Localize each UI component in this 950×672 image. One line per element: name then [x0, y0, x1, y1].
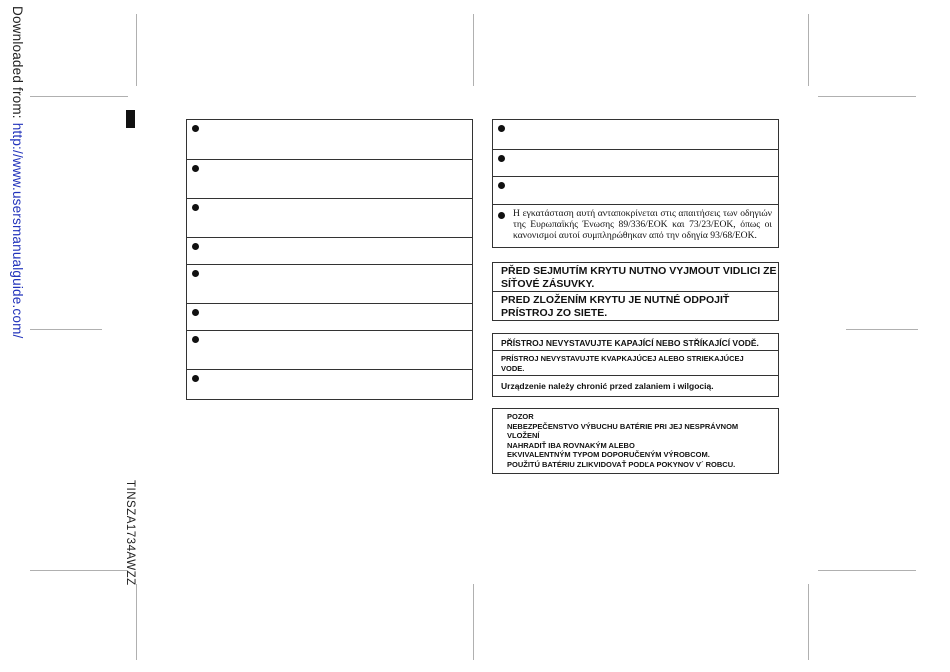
battery-warning-line: POZOR	[507, 412, 534, 421]
crop-mark	[136, 584, 137, 660]
battery-warning-line: NEBEZPEČENSTVO VÝBUCHU BATÉRIE PRI JEJ NESPRÁVNOM	[507, 421, 739, 431]
battery-warning-line: VLOŽENÍ	[507, 431, 540, 440]
crop-mark	[30, 329, 102, 330]
list-item	[187, 331, 472, 370]
water-warning-czech	[493, 334, 778, 351]
battery-warning-line: NAHRADIŤ IBA ROVNAKÝM ALEBO	[507, 440, 635, 450]
list-item	[493, 120, 778, 150]
battery-warning	[493, 409, 778, 473]
download-watermark	[10, 6, 25, 338]
crop-mark	[808, 14, 809, 86]
plug-warning-czech	[493, 263, 778, 292]
crop-mark	[473, 14, 474, 86]
list-item	[493, 150, 778, 177]
bullet-icon	[498, 125, 505, 132]
plug-warning-slovak-line: PRÍSTROJ ZO SIETE.	[501, 307, 608, 319]
list-item	[187, 304, 472, 331]
list-item	[187, 120, 472, 160]
list-item	[187, 370, 472, 397]
water-warning-slovak	[493, 351, 778, 376]
list-item	[187, 160, 472, 199]
crop-mark	[846, 329, 918, 330]
plug-warning-box	[492, 262, 779, 321]
list-item	[187, 238, 472, 265]
crop-mark	[30, 96, 128, 97]
watermark-prefix: Downloaded from:	[10, 6, 25, 123]
crop-mark	[473, 584, 474, 660]
list-item	[493, 177, 778, 205]
bullet-icon	[192, 336, 199, 343]
crop-mark	[136, 14, 137, 86]
crop-mark	[818, 96, 916, 97]
page-tab-marker	[126, 110, 135, 128]
bullet-icon	[192, 204, 199, 211]
plug-warning-czech-line: PŘED SEJMUTÍM KRYTU NUTNO VYJMOUT VIDLICI ZE	[501, 265, 777, 277]
water-warning-slovak-line: VODE.	[501, 363, 525, 373]
plug-warning-slovak	[493, 292, 778, 320]
crop-mark	[30, 570, 128, 571]
bullet-icon	[192, 270, 199, 277]
bullet-icon	[192, 375, 199, 382]
bullet-icon	[498, 182, 505, 189]
bullet-icon	[192, 165, 199, 172]
watermark-link[interactable]: http://www.usersmanualguide.com/	[10, 122, 25, 339]
bullet-icon	[192, 243, 199, 250]
list-item-greek	[493, 205, 778, 247]
crop-mark	[818, 570, 916, 571]
bullet-icon	[192, 309, 199, 316]
battery-warning-box	[492, 408, 779, 474]
left-bullet-list	[186, 119, 473, 400]
water-warning-slovak-line: PRÍSTROJ NEVYSTAVUJTE KVAPKAJÚCEJ ALEBO STRIEKAJÚCEJ	[501, 354, 744, 363]
water-warning-czech-line: PŘÍSTROJ NEVYSTAVUJTE KAPAJÍCÍ NEBO STŘÍKAJÍCÍ VODĚ.	[501, 338, 759, 348]
crop-mark	[808, 584, 809, 660]
plug-warning-czech-line: SÍŤOVÉ ZÁSUVKY.	[501, 278, 595, 290]
water-warning-polish	[493, 376, 778, 396]
list-item	[187, 199, 472, 238]
bullet-icon	[192, 125, 199, 132]
right-bullet-list	[492, 119, 779, 248]
plug-warning-slovak-line: PRED ZLOŽENÍM KRYTU JE NUTNÉ ODPOJIŤ	[501, 294, 730, 306]
battery-warning-line: POUŽITÚ BATÉRIU ZLIKVIDOVAŤ PODĽA POKYNOV V´ ROBCU.	[507, 459, 736, 469]
bullet-icon	[498, 212, 505, 219]
water-warning-box	[492, 333, 779, 397]
battery-warning-line: EKVIVALENTNÝM TYPOM DOPORUČENÝM VÝROBCOM.	[507, 450, 710, 459]
list-item	[187, 265, 472, 304]
document-code: TINSZA1734AWZZ	[124, 480, 136, 586]
bullet-icon	[498, 155, 505, 162]
ec-conformity-text: Η εγκατάσταση αυτή ανταποκρίνεται στις απαιτήσεις των οδηγιών της Ευρωπαϊκής Ένωσης 89/336/ΕΟΚ και 73/23/ΕΟΚ, όπως οι κανονισμοί αυτοί συμπληρώθηκαν από την οδηγία 93/68/ΕΟΚ.	[513, 208, 772, 241]
water-warning-polish-line: Urządzenie należy chronić przed zalaniem i wilgocią.	[501, 381, 714, 391]
